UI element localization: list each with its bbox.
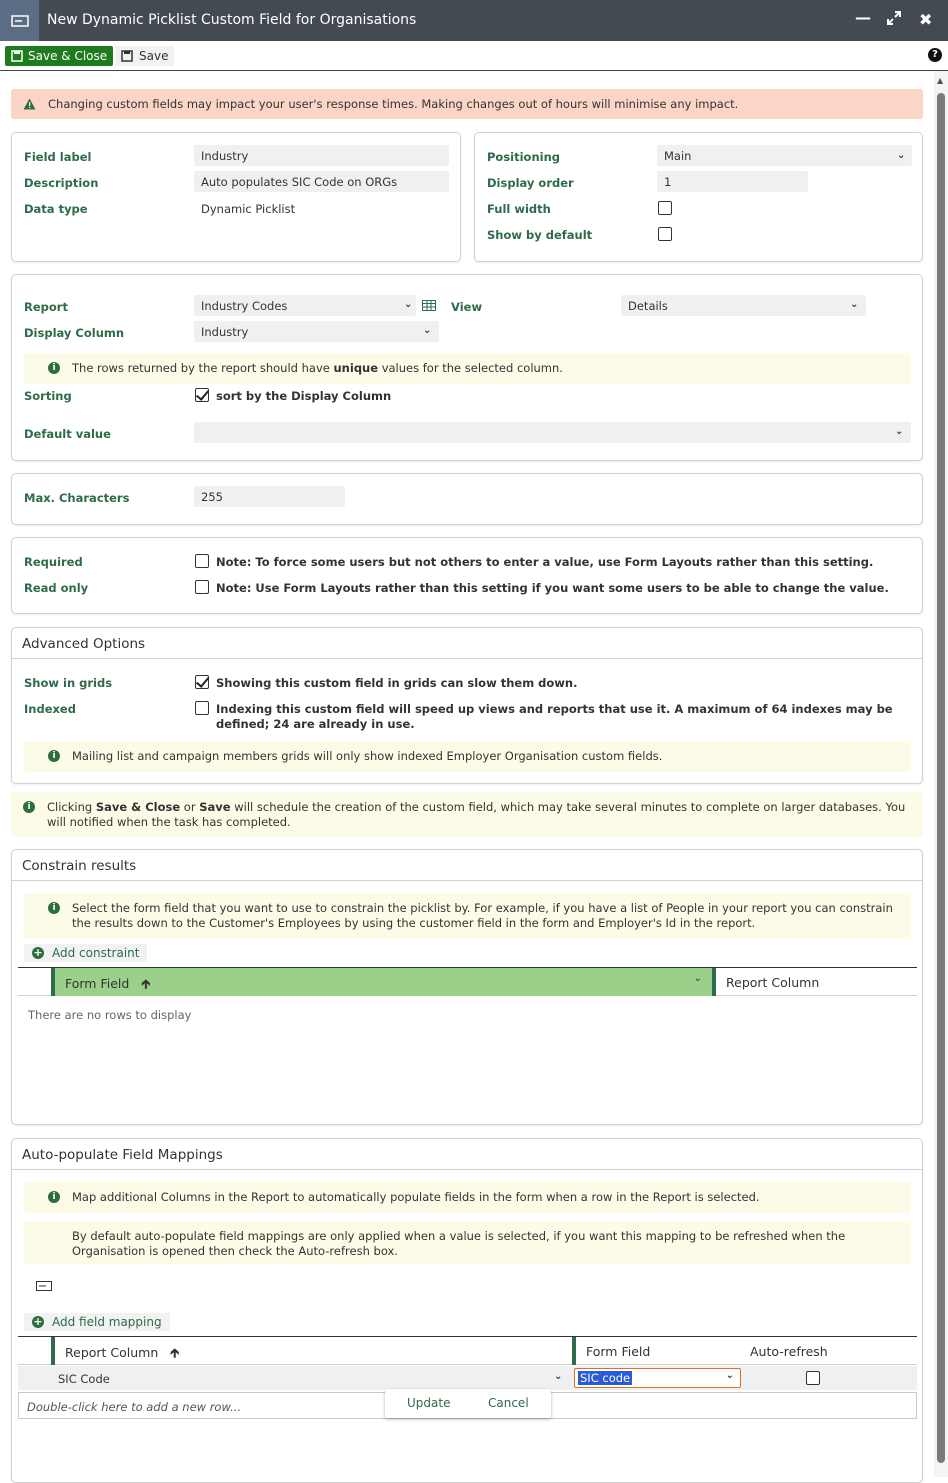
empty-message: There are no rows to display <box>28 1008 192 1022</box>
mailing-info: i Mailing list and campaign members grids will only show indexed Employer Organisation custom fields. <box>24 741 911 772</box>
form-icon[interactable] <box>36 1281 52 1291</box>
chevron-down-icon[interactable]: ⌄ <box>423 325 432 336</box>
sorting-label: Sorting <box>24 389 72 403</box>
constrain-grid-header <box>18 967 917 996</box>
default-value-label: Default value <box>24 427 111 441</box>
display-column-select[interactable] <box>194 321 439 342</box>
chevron-down-icon[interactable]: ⌄ <box>895 426 904 437</box>
mapping-grid-header <box>18 1336 917 1365</box>
maximize-icon[interactable] <box>886 10 902 30</box>
toolbar <box>0 41 948 71</box>
positioning-label: Positioning <box>487 150 561 164</box>
advanced-panel <box>11 627 923 784</box>
field-label-input[interactable]: Industry <box>194 145 449 166</box>
schedule-info: i Clicking Save & Close or Save will schedule the creation of the custom field, which may take several minutes to complete on larger databases. You will notified when the task has completed. <box>11 792 923 837</box>
unique-info: i The rows returned by the report should have unique values for the selected column. <box>24 353 911 384</box>
view-label: View <box>451 300 483 314</box>
positioning-select[interactable] <box>657 145 912 166</box>
scroll-up-icon[interactable]: ▲ <box>937 76 944 85</box>
auto-refresh-checkbox[interactable] <box>806 1371 820 1385</box>
row-form-field-select[interactable] <box>574 1368 741 1388</box>
help-icon[interactable]: ? <box>928 48 942 62</box>
autopop-title: Auto-populate Field Mappings <box>12 1139 922 1170</box>
info-icon: i <box>48 1191 60 1203</box>
constrain-title: Constrain results <box>12 850 922 881</box>
row-form-field-value: SIC code <box>580 1371 631 1385</box>
chevron-down-icon[interactable]: ⌄ <box>693 973 702 984</box>
show-in-grids-label: Show in grids <box>24 676 113 690</box>
description-input[interactable]: Auto populates SIC Code on ORGs <box>194 171 449 192</box>
field-label-label: Field label <box>24 150 92 164</box>
warning-icon <box>23 98 36 110</box>
save-close-label: Save & Close <box>28 49 108 63</box>
save-icon <box>11 50 23 62</box>
report-panel <box>11 274 923 461</box>
data-type-label: Data type <box>24 202 88 216</box>
indexed-checkbox[interactable] <box>195 701 209 715</box>
show-in-grids-checkbox[interactable] <box>195 675 209 689</box>
chevron-down-icon[interactable]: ⌄ <box>554 1371 563 1382</box>
chevron-down-icon[interactable]: ⌄ <box>725 1370 734 1381</box>
display-order-label: Display order <box>487 176 574 190</box>
constrain-info: i Select the form field that you want to use to constrain the picklist by. For example, if you have a list of People in your report you can constrain the results down to the Customer's Employees by using the customer field in the form and Employer's Id in the report. <box>24 893 911 939</box>
report-value: Industry Codes <box>201 299 288 313</box>
new-row-hint: Double-click here to add a new row... <box>27 1400 242 1414</box>
add-constraint-button[interactable]: + Add constraint <box>24 944 147 962</box>
save-close-button[interactable] <box>5 46 113 66</box>
row-editor-popup <box>385 1389 551 1418</box>
autopop-info-2: By default auto-populate field mappings are only applied when a value is selected, if you want this mapping to be refreshed when the Organisation is opened then check the Auto-refresh box. <box>24 1221 911 1264</box>
title-bar <box>0 0 948 41</box>
indexed-label: Indexed <box>24 702 76 716</box>
info-icon: i <box>48 902 60 914</box>
view-select[interactable] <box>621 295 866 316</box>
sorting-text: sort by the Display Column <box>216 389 392 403</box>
warning-banner <box>11 89 923 119</box>
info-icon: i <box>23 801 35 813</box>
auto-refresh-header[interactable]: Auto-refresh <box>750 1344 828 1359</box>
read-only-note: Note: Use Form Layouts rather than this setting if you want some users to be able to change the value. <box>216 581 889 595</box>
default-value-select[interactable] <box>194 422 911 443</box>
position-panel <box>474 132 923 262</box>
show-in-grids-note: Showing this custom field in grids can slow them down. <box>216 676 578 690</box>
required-panel <box>11 537 923 614</box>
advanced-title: Advanced Options <box>12 628 922 659</box>
scrollbar[interactable] <box>934 71 948 1477</box>
show-default-checkbox[interactable] <box>658 227 672 241</box>
indexed-note: Indexing this custom field will speed up views and reports that use it. A maximum of 64 indexes may be defined; 24 are already in use. <box>216 702 893 731</box>
autopop-info: i Map additional Columns in the Report to automatically populate fields in the form when a row in the Report is selected. <box>24 1182 911 1213</box>
window-title: New Dynamic Picklist Custom Field for Organisations <box>47 12 417 28</box>
sorting-checkbox[interactable] <box>195 388 209 402</box>
save-label: Save <box>139 49 169 63</box>
view-value: Details <box>628 299 668 313</box>
chevron-down-icon[interactable]: ⌄ <box>897 150 906 161</box>
report-select[interactable] <box>194 295 416 316</box>
autopop-panel <box>11 1138 923 1483</box>
show-default-label: Show by default <box>487 228 593 242</box>
minimize-icon[interactable]: — <box>855 8 871 27</box>
sort-up-icon: 🡱 <box>170 1345 180 1360</box>
save-icon <box>121 50 133 62</box>
add-icon: + <box>33 1315 43 1328</box>
save-button[interactable] <box>115 46 174 66</box>
max-chars-input[interactable]: 255 <box>194 486 345 507</box>
positioning-value: Main <box>664 149 692 163</box>
row-report-column[interactable]: SIC Code <box>58 1372 110 1386</box>
required-checkbox[interactable] <box>195 554 209 568</box>
window-icon <box>0 0 39 41</box>
sort-up-icon: 🡱 <box>141 976 151 991</box>
full-width-checkbox[interactable] <box>658 201 672 215</box>
chevron-down-icon[interactable]: ⌄ <box>850 299 859 310</box>
info-icon: i <box>48 750 60 762</box>
max-chars-panel <box>11 473 923 525</box>
scrollbar-thumb[interactable] <box>937 93 945 1463</box>
display-column-value: Industry <box>201 325 249 339</box>
description-label: Description <box>24 176 99 190</box>
close-icon[interactable]: ✖ <box>919 10 933 29</box>
report-column-column[interactable]: Report Column <box>712 968 917 996</box>
table-row[interactable] <box>18 1366 917 1390</box>
update-button[interactable]: Update <box>407 1396 451 1410</box>
grid-icon[interactable] <box>422 300 436 311</box>
required-note: Note: To force some users but not others to enter a value, use Form Layouts rather than this setting. <box>216 555 874 569</box>
required-label: Required <box>24 555 83 569</box>
cancel-button[interactable]: Cancel <box>488 1396 529 1410</box>
add-field-mapping-button[interactable]: + Add field mapping <box>24 1313 170 1331</box>
constrain-panel <box>11 849 923 1125</box>
report-column-header[interactable]: Report Column 🡱 <box>51 1337 572 1365</box>
basic-panel <box>11 132 461 262</box>
read-only-checkbox[interactable] <box>195 580 209 594</box>
report-label: Report <box>24 300 68 314</box>
data-type-value: Dynamic Picklist <box>201 202 296 216</box>
display-order-input[interactable]: 1 <box>657 171 808 192</box>
max-chars-label: Max. Characters <box>24 491 130 505</box>
display-column-label: Display Column <box>24 326 125 340</box>
read-only-label: Read only <box>24 581 89 595</box>
form-field-column[interactable]: Form Field 🡱 ⌄ <box>51 968 712 996</box>
form-field-header[interactable]: Form Field <box>572 1337 750 1365</box>
info-icon: i <box>48 362 60 374</box>
warning-text: Changing custom fields may impact your user's response times. Making changes out of hours will minimise any impact. <box>48 97 739 111</box>
full-width-label: Full width <box>487 202 551 216</box>
add-icon: + <box>33 946 43 959</box>
chevron-down-icon[interactable]: ⌄ <box>404 299 413 310</box>
